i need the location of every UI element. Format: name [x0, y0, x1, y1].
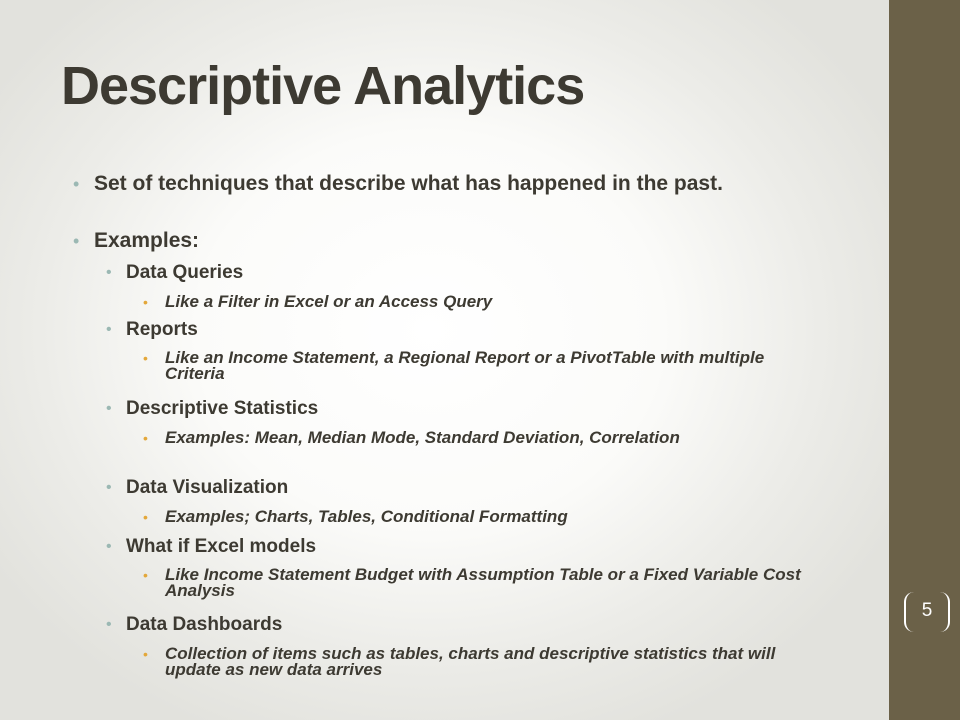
bullet-descriptive-statistics: • Descriptive Statistics	[126, 398, 826, 420]
sub-bullet-data-visualization: • Examples; Charts, Tables, Conditional Formatting	[165, 509, 805, 525]
bullet-definition: • Set of techniques that describe what has happened in the past.	[94, 173, 834, 195]
bullet-examples: • Examples:	[94, 230, 834, 252]
page-number: 5	[921, 600, 933, 621]
sub-bullet-data-dashboards: • Collection of items such as tables, charts and descriptive statistics that will update as new data arrives	[165, 646, 805, 678]
sub-bullet-reports: • Like an Income Statement, a Regional Report or a PivotTable with multiple Criteria	[165, 350, 805, 382]
bullet-data-queries: • Data Queries	[126, 262, 826, 284]
sub-bullet-data-queries: • Like a Filter in Excel or an Access Query	[165, 294, 805, 310]
sub-bullet-what-if: • Like Income Statement Budget with Assumption Table or a Fixed Variable Cost Analysis	[165, 567, 805, 599]
bullet-data-dashboards: • Data Dashboards	[126, 614, 826, 636]
bullet-reports: • Reports	[126, 319, 826, 341]
slide-title: Descriptive Analytics	[61, 56, 585, 116]
bullet-what-if: • What if Excel models	[126, 536, 826, 558]
sub-bullet-descriptive-statistics: • Examples: Mean, Median Mode, Standard Deviation, Correlation	[165, 430, 805, 446]
bullet-data-visualization: • Data Visualization	[126, 477, 826, 499]
